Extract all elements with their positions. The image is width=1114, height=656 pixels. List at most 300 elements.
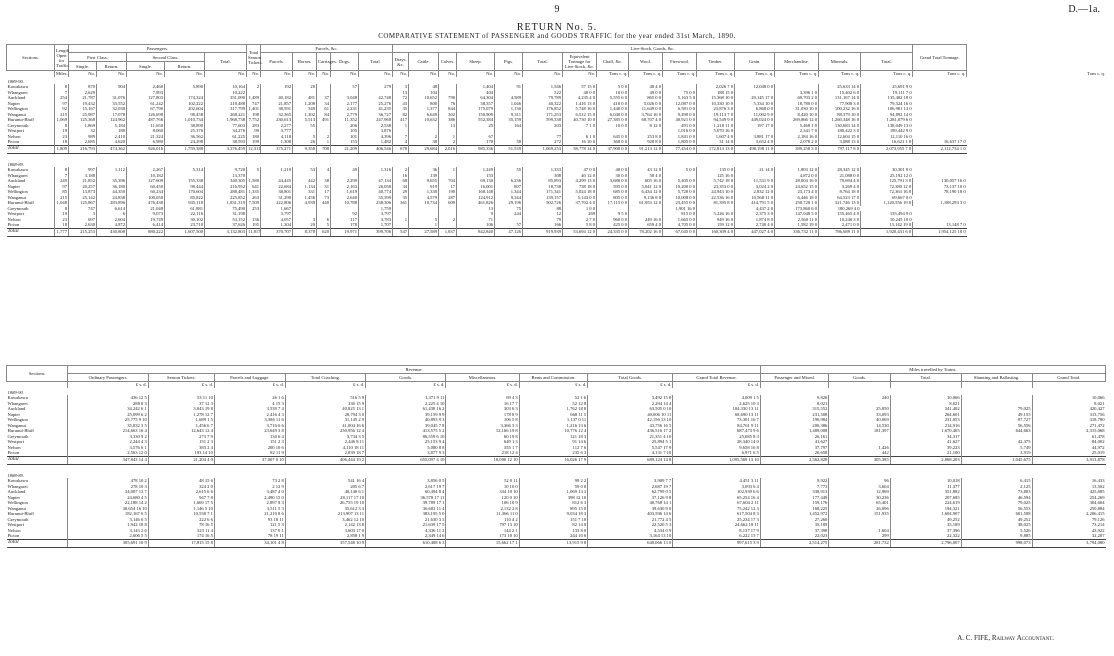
data-cell: 23,876 3 0 <box>697 106 735 112</box>
data-cell: 36,562 <box>165 134 205 140</box>
data-cell: 65,254 16 4 <box>673 495 761 501</box>
data-cell: 21,772 4 5 <box>588 517 673 523</box>
data-cell: 25,850 <box>829 406 890 412</box>
data-cell: 67,790 <box>127 106 165 112</box>
data-cell: 23,455 0 0 <box>663 200 697 206</box>
col-pm: Passenger and Mixed. <box>760 374 829 382</box>
data-cell: 9 <box>457 211 495 217</box>
data-cell: 3,777 <box>261 128 293 134</box>
data-cell: 39,789 17 1 <box>366 500 446 506</box>
section-name-cell: Whangarei <box>7 172 28 178</box>
data-cell: 41,627 <box>760 439 829 445</box>
data-cell: 1,546 <box>523 84 563 90</box>
data-cell: 52 0 11 <box>446 478 519 484</box>
section-name-cell: Napier <box>7 411 20 417</box>
data-cell: 949 16 0 <box>697 217 735 223</box>
data-cell: 1,316 <box>359 167 393 173</box>
data-cell: 6,434 12 0 <box>629 189 663 195</box>
data-cell: 85,822 <box>165 195 205 201</box>
data-cell: 21,204 4 0 <box>148 456 214 464</box>
section-name-cell: Napier <box>7 100 20 106</box>
section-name-cell: Total <box>7 228 55 236</box>
data-cell: 5,890 <box>165 84 205 90</box>
data-cell: 61,242 <box>127 101 165 107</box>
data-cell: 44,445 <box>261 178 293 184</box>
unit-cell: £ s. d. <box>68 382 148 388</box>
data-cell: 24,652 15 0 <box>775 184 819 190</box>
data-cell: 12,969 <box>829 489 890 495</box>
data-cell: 272 <box>523 139 563 145</box>
data-cell: 155,465 4 0 <box>819 211 861 217</box>
data-cell: 69 4 3 <box>446 395 519 401</box>
data-cell: 104 <box>409 90 439 96</box>
section-name-cell: Kawakawa <box>7 478 28 483</box>
section-name-cell: Auckland <box>7 406 26 411</box>
data-cell: 197 17 0 <box>735 123 775 129</box>
section-name-cell: Wellington <box>7 500 28 505</box>
data-cell: 491 <box>317 117 331 123</box>
data-cell: 40 12 0 <box>563 173 597 179</box>
col-totalgoods: Total Goods. <box>588 374 673 382</box>
data-cell: 55 <box>495 167 523 173</box>
data-cell: 97 <box>55 184 69 190</box>
col-season: Total Season Tickets. <box>247 45 261 71</box>
data-cell: 2 <box>317 134 331 140</box>
data-cell: 26,161 <box>760 434 829 440</box>
data-cell: 13,370 <box>205 173 247 179</box>
data-cell: 7,509 <box>247 200 261 206</box>
data-cell: 121 5 3 <box>214 522 285 528</box>
data-cell: 29 <box>393 189 409 195</box>
section-name-cell: Kawakawa <box>7 395 28 400</box>
data-cell: 49,252 <box>961 517 1032 523</box>
data-cell: 605 16 0 <box>629 178 663 184</box>
unit-cell: Tons c. q. <box>775 71 819 77</box>
data-cell: 135,402 18 0 <box>861 95 913 101</box>
data-cell: 1,604 <box>829 528 890 534</box>
data-cell: 207,685 <box>890 495 961 501</box>
data-cell: 38,591 <box>261 106 293 112</box>
data-cell: 985,336 <box>457 145 495 153</box>
data-cell: 10 0 0 <box>597 90 629 96</box>
data-cell: 79,324 16 0 <box>861 101 913 107</box>
data-cell: 76 <box>439 101 457 107</box>
data-cell: 173 18 10 <box>446 533 519 539</box>
data-cell: 2,112,734 1 0 <box>913 145 967 153</box>
data-cell: 40,893 9 3 <box>366 417 446 423</box>
data-cell: 10,240 3 0 <box>819 217 861 223</box>
data-cell: 61,881 <box>165 206 205 212</box>
data-cell: 120 0 10 <box>446 495 519 501</box>
data-cell: 24,298 <box>165 139 205 145</box>
section-name-cell: Wanganui <box>7 194 27 200</box>
data-cell: 92 <box>331 211 359 217</box>
data-cell: 5 <box>293 134 317 140</box>
data-cell: 3,794,080 <box>1032 539 1105 547</box>
data-cell: 21,639 17 5 <box>366 522 446 528</box>
data-cell: 21,852 <box>69 178 97 184</box>
data-cell: 61 <box>317 106 331 112</box>
data-cell: 3,913,878 <box>1032 456 1105 464</box>
data-cell: 34 <box>393 184 409 190</box>
data-cell: 1,456 6 7 <box>148 423 214 429</box>
data-cell: 2,617 19 7 <box>366 484 446 490</box>
data-cell: 399,706 <box>359 228 393 236</box>
data-cell: 2,277 <box>261 123 293 129</box>
data-cell: 53,152 <box>205 217 247 223</box>
data-cell: 68 <box>393 178 409 184</box>
data-cell: 8,137 17 9 <box>673 528 761 534</box>
data-cell: 9,136 8 0 <box>629 195 663 201</box>
year-label: 1889-90. <box>7 78 24 84</box>
data-cell: 218 12 4 <box>446 450 519 456</box>
data-cell: 24,335 0 0 <box>597 228 629 236</box>
section-name-cell: Hurunui-Bluff <box>7 428 34 433</box>
data-cell: 3 <box>69 211 97 217</box>
data-cell: 31,198 <box>205 211 247 217</box>
data-cell: 72 <box>393 95 409 101</box>
col-second-single: Single. <box>127 62 165 71</box>
data-cell: 317,799 <box>205 106 247 112</box>
data-cell: 18,780 0 0 <box>775 101 819 107</box>
data-cell: 2 12 9 <box>214 484 285 490</box>
data-cell: 947 7 8 <box>148 495 214 501</box>
data-cell: 4,705 0 0 <box>663 222 697 228</box>
data-cell: 547 <box>393 228 409 236</box>
unit-cell: No. <box>97 71 127 77</box>
data-cell: 4,579 <box>409 195 439 201</box>
data-cell: 10,330 10 0 <box>697 101 735 107</box>
data-cell: 3,603 17 0 <box>285 528 365 534</box>
data-cell: 124,912 <box>457 195 495 201</box>
data-cell: 171,341 <box>523 189 563 195</box>
data-cell: 1,759,388 <box>165 145 205 153</box>
data-cell: 41,235 <box>359 106 393 112</box>
data-cell: 104,330 13 11 <box>673 406 761 412</box>
data-cell: 18,090 12 10 <box>446 456 519 464</box>
data-cell: 30,654 16 10 <box>68 506 148 512</box>
data-cell: 21 14 0 <box>735 167 775 173</box>
data-cell: 3,132,803 <box>205 228 247 236</box>
data-cell: 25,633 14 0 <box>819 84 861 90</box>
data-cell: 20 <box>293 222 317 228</box>
data-cell: 69,667 0 0 <box>861 195 913 201</box>
data-cell: 198 <box>247 112 261 118</box>
data-cell: 269,866 12 0 <box>775 117 819 123</box>
data-cell: 43,922 <box>1032 528 1105 534</box>
data-cell: 216,793 <box>69 145 97 153</box>
data-cell: 1,670,405 <box>890 428 961 434</box>
data-cell: 1,942 18 8 <box>68 522 148 528</box>
col-rents: Rents and Commission. <box>519 374 588 382</box>
data-cell: 645 0 0 <box>597 134 629 140</box>
section-name-cell: Greymouth <box>7 122 29 128</box>
data-cell: 130,683 14 0 <box>819 123 861 129</box>
data-cell: 13,142 19 0 <box>861 222 913 228</box>
data-cell: 815 0 0 <box>663 211 697 217</box>
data-cell: 2 <box>247 84 261 90</box>
data-cell: 349 <box>293 106 317 112</box>
col-first-return: Return. <box>97 62 127 71</box>
unit-cell: £ s. d. <box>519 382 588 388</box>
data-cell: 3,487 4 0 <box>214 489 285 495</box>
data-cell: 37,396 <box>890 528 961 534</box>
data-cell: 1,260,348 16 0 <box>819 117 861 123</box>
data-cell: 5,070 16 0 <box>697 128 735 134</box>
data-cell: 11,352 <box>331 117 359 123</box>
data-cell: 2,740 4 0 <box>735 222 775 228</box>
data-cell: 812 6 3 <box>519 500 588 506</box>
data-cell: 10,018 <box>890 478 961 484</box>
data-cell: 9,344 <box>495 195 523 201</box>
data-cell: 10 0 0 <box>597 123 629 129</box>
section-name-cell: Picton <box>7 533 20 538</box>
data-cell: 620 <box>317 228 331 236</box>
data-cell: 37,702 4 0 <box>563 200 597 206</box>
data-cell: 40,730 10 0 <box>563 117 597 123</box>
data-cell: 4,110 18 11 <box>285 445 365 451</box>
data-cell: 159,176 <box>760 500 829 506</box>
data-cell: 4 <box>317 167 331 173</box>
data-cell: 5,513 <box>293 117 317 123</box>
data-cell: 3,680 0 0 <box>597 178 629 184</box>
data-cell: 1,837 <box>439 228 457 236</box>
data-cell: 35,399 <box>359 195 393 201</box>
data-cell: 126,698 <box>127 112 165 118</box>
section-name-cell: Total <box>7 539 68 547</box>
data-cell: 5,314 <box>165 167 205 173</box>
data-cell: 63,505 0 10 <box>588 406 673 412</box>
data-cell: 144 2 1 <box>446 528 519 534</box>
data-cell: 997,615 3 9 <box>673 539 761 547</box>
data-cell: 47 0 0 <box>563 167 597 173</box>
unit-cell: Tons c. q. <box>663 71 697 77</box>
data-cell: 5,555 6 0 <box>597 95 629 101</box>
data-cell: 689,124 14 8 <box>588 456 673 464</box>
data-cell: 30,301 9 0 <box>861 167 913 173</box>
data-cell: 8,764 18 0 <box>819 189 861 195</box>
data-cell: 1,831,319 <box>205 200 247 206</box>
data-cell: 135 0 0 <box>697 167 735 173</box>
data-cell: 2,142 13 8 <box>285 522 365 528</box>
data-cell: 22,023 <box>760 533 829 539</box>
data-cell: 39,223 <box>890 445 961 451</box>
data-cell: 2,779 <box>331 112 359 118</box>
data-cell: 640,066 13 0 <box>588 539 673 547</box>
data-cell: 58 4 0 <box>629 173 663 179</box>
col-goods-rev: Goods. <box>366 374 446 382</box>
data-cell: 130,057 16 0 <box>913 178 967 184</box>
data-cell: 21,857 <box>261 101 293 107</box>
data-cell: 3,143 2 6 <box>68 528 148 534</box>
data-cell: 230,613 <box>261 117 293 123</box>
data-cell: 100,232 16 0 <box>819 106 861 112</box>
data-cell: 3,371 9 11 <box>366 395 446 401</box>
data-cell: 94,549 9 0 <box>697 117 735 123</box>
data-cell: 34,317 <box>890 434 961 440</box>
data-cell: 5,748 16 0 <box>563 106 597 112</box>
data-cell: 127,609 <box>127 178 165 184</box>
data-cell: 609 <box>439 200 457 206</box>
unit-cell: No. <box>331 71 359 77</box>
data-cell: 23,710 <box>165 222 205 228</box>
data-cell: 60,450 <box>127 184 165 190</box>
data-cell: 79,025 <box>961 406 1032 412</box>
data-cell: 21,088 0 0 <box>819 173 861 179</box>
data-cell: 190,984 <box>760 417 829 423</box>
data-cell: 43 <box>393 101 409 107</box>
col-pigs: Pigs. <box>495 53 523 71</box>
col-second-return: Return. <box>165 62 205 71</box>
unit-cell: Tons c. q. <box>913 71 967 77</box>
data-cell: 997 <box>69 167 97 173</box>
data-cell: 279 <box>359 84 393 90</box>
data-cell: 3,734 3 5 <box>285 434 365 440</box>
data-cell: 99 <box>247 128 261 134</box>
data-cell: 41,004 16 6 <box>285 423 365 429</box>
data-cell: 13,915 9 8 <box>519 539 588 547</box>
data-cell: 64,523 17 0 <box>819 195 861 201</box>
unit-cell: £ s. d. <box>214 382 285 388</box>
unit-cell: £ s. d. <box>446 382 519 388</box>
data-cell: 341,402 <box>890 406 961 412</box>
data-cell: 308 <box>523 173 563 179</box>
data-cell: 47,134 <box>359 178 393 184</box>
data-cell: 5,080 8 8 <box>366 445 446 451</box>
data-cell: 40,774 <box>359 189 393 195</box>
data-cell: 84 <box>317 112 331 118</box>
data-cell: 1,707 <box>359 222 393 228</box>
data-cell: 5,024 18 0 <box>563 189 597 195</box>
data-cell: 601,508 <box>961 511 1032 517</box>
data-cell: 2,225 4 10 <box>366 401 446 407</box>
data-cell: 926,016 <box>127 145 165 153</box>
data-cell: 478 10 2 <box>68 478 148 484</box>
data-cell: 37,626 <box>205 222 247 228</box>
data-cell: 79,789 <box>523 95 563 101</box>
data-cell: 16,026 17 9 <box>519 456 588 464</box>
data-cell: 305,385 <box>829 456 890 464</box>
data-cell: 5 <box>247 167 261 173</box>
data-cell: 25,153 9 4 <box>366 439 446 445</box>
data-cell: 989 <box>69 134 97 140</box>
data-cell: 106,981 13 0 <box>861 106 913 112</box>
data-cell: 21,210 8 6 <box>214 511 285 517</box>
data-cell: 102,939 6 6 <box>673 489 761 495</box>
data-cell: 26,058 <box>359 184 393 190</box>
data-cell: 46,594 <box>961 495 1032 501</box>
data-cell: 68,707 4 0 <box>629 117 663 123</box>
data-cell: 53,694 12 0 <box>563 228 597 236</box>
data-cell: 1 <box>439 134 457 140</box>
section-name-cell: Westport <box>7 522 24 527</box>
data-cell: 2,796,007 <box>890 539 961 547</box>
data-cell: 205 6 7 <box>285 484 365 490</box>
data-cell: 8,060 <box>127 128 165 134</box>
data-cell: 11,817 <box>248 229 261 235</box>
data-cell: 38 <box>317 178 331 184</box>
data-cell: 29,684 <box>409 145 439 153</box>
data-cell: 214,916 <box>890 423 961 429</box>
data-cell: 15,662 17 1 <box>446 539 519 547</box>
data-cell: 11,377 <box>890 484 961 490</box>
col-firewood: Firewood. <box>663 53 697 71</box>
data-cell: 5,041 12 0 <box>629 184 663 190</box>
data-cell: 2,177 <box>331 101 359 107</box>
unit-cell: Miles. <box>56 71 68 76</box>
traffic-table <box>6 44 1106 237</box>
data-cell: 22,188 14 2 <box>68 500 148 506</box>
data-cell: 61,053 12 0 <box>629 200 663 206</box>
data-cell: 222,806 <box>261 200 293 206</box>
data-cell: 738 18 0 <box>563 184 597 190</box>
data-cell: 172,813 13 0 <box>697 145 735 153</box>
data-cell: 2,615 6 6 <box>148 489 214 495</box>
data-cell: 403,596 14 6 <box>588 511 673 517</box>
data-cell: 15,368 10 0 <box>697 95 735 101</box>
data-cell: 22,536 16 0 <box>697 195 735 201</box>
data-cell: 22,520 5 3 <box>588 522 673 528</box>
data-cell: 436 12 5 <box>68 395 148 401</box>
data-cell: 1,137 0 11 <box>519 417 588 423</box>
data-cell: 2,244 4 3 <box>68 439 148 445</box>
data-cell: 52 12 8 <box>519 401 588 407</box>
data-cell: 398 12 10 <box>519 495 588 501</box>
data-cell: 25,894 5 1 <box>588 439 673 445</box>
data-cell: 399,258 3 0 <box>775 145 819 153</box>
data-cell: 1,404 <box>457 84 495 90</box>
data-cell: 151 7 10 <box>519 517 588 523</box>
data-cell: 3,269 4 0 <box>819 184 861 190</box>
data-cell: 17 <box>439 184 457 190</box>
data-cell: 641 <box>247 184 261 190</box>
data-cell: 40,182 <box>261 95 293 101</box>
data-cell: 213,907 13 11 <box>285 511 365 517</box>
unit-cell: £ s. d. <box>366 382 446 388</box>
data-cell: 147,048 5 0 <box>775 211 819 217</box>
section-name-cell: Picton <box>7 222 20 227</box>
data-cell: 6,446 18 0 <box>775 195 819 201</box>
data-cell: 3,604 <box>829 484 890 490</box>
data-cell: 3,856 0 5 <box>366 478 446 484</box>
data-cell: 318,780 <box>1032 417 1105 423</box>
total-row <box>7 228 1107 236</box>
data-cell: 18 <box>55 222 69 228</box>
data-cell: 2,606 5 5 <box>68 533 148 539</box>
data-cell: 919 <box>409 184 439 190</box>
data-cell: 93 18 11 <box>214 517 285 523</box>
data-cell: 35 <box>393 195 409 201</box>
data-cell: 43,756 16 5 <box>588 423 673 429</box>
section-name-cell: Auckland <box>7 489 26 494</box>
data-cell: 34,007 13 7 <box>68 489 148 495</box>
data-cell: 21,630 3 3 <box>366 517 446 523</box>
data-cell: 844 <box>439 106 457 112</box>
data-cell: 21,324 <box>127 134 165 140</box>
data-cell: 10,164 <box>205 84 247 90</box>
section-name-cell: Wanganui <box>7 111 27 117</box>
data-cell: 1,377 <box>409 106 439 112</box>
data-cell: 1,803 12 0 <box>775 167 819 173</box>
data-cell: 347,843 14 4 <box>68 456 148 464</box>
data-cell: 1,482 <box>359 139 393 145</box>
data-cell: 1,281,079 6 0 <box>861 117 913 123</box>
section-name-cell: Picton <box>7 139 20 144</box>
data-cell: 155,494 9 0 <box>861 211 913 217</box>
data-cell: 10,245 10 0 <box>861 217 913 223</box>
data-cell: 171,253 <box>523 112 563 118</box>
data-cell: 22,322 <box>890 533 961 539</box>
